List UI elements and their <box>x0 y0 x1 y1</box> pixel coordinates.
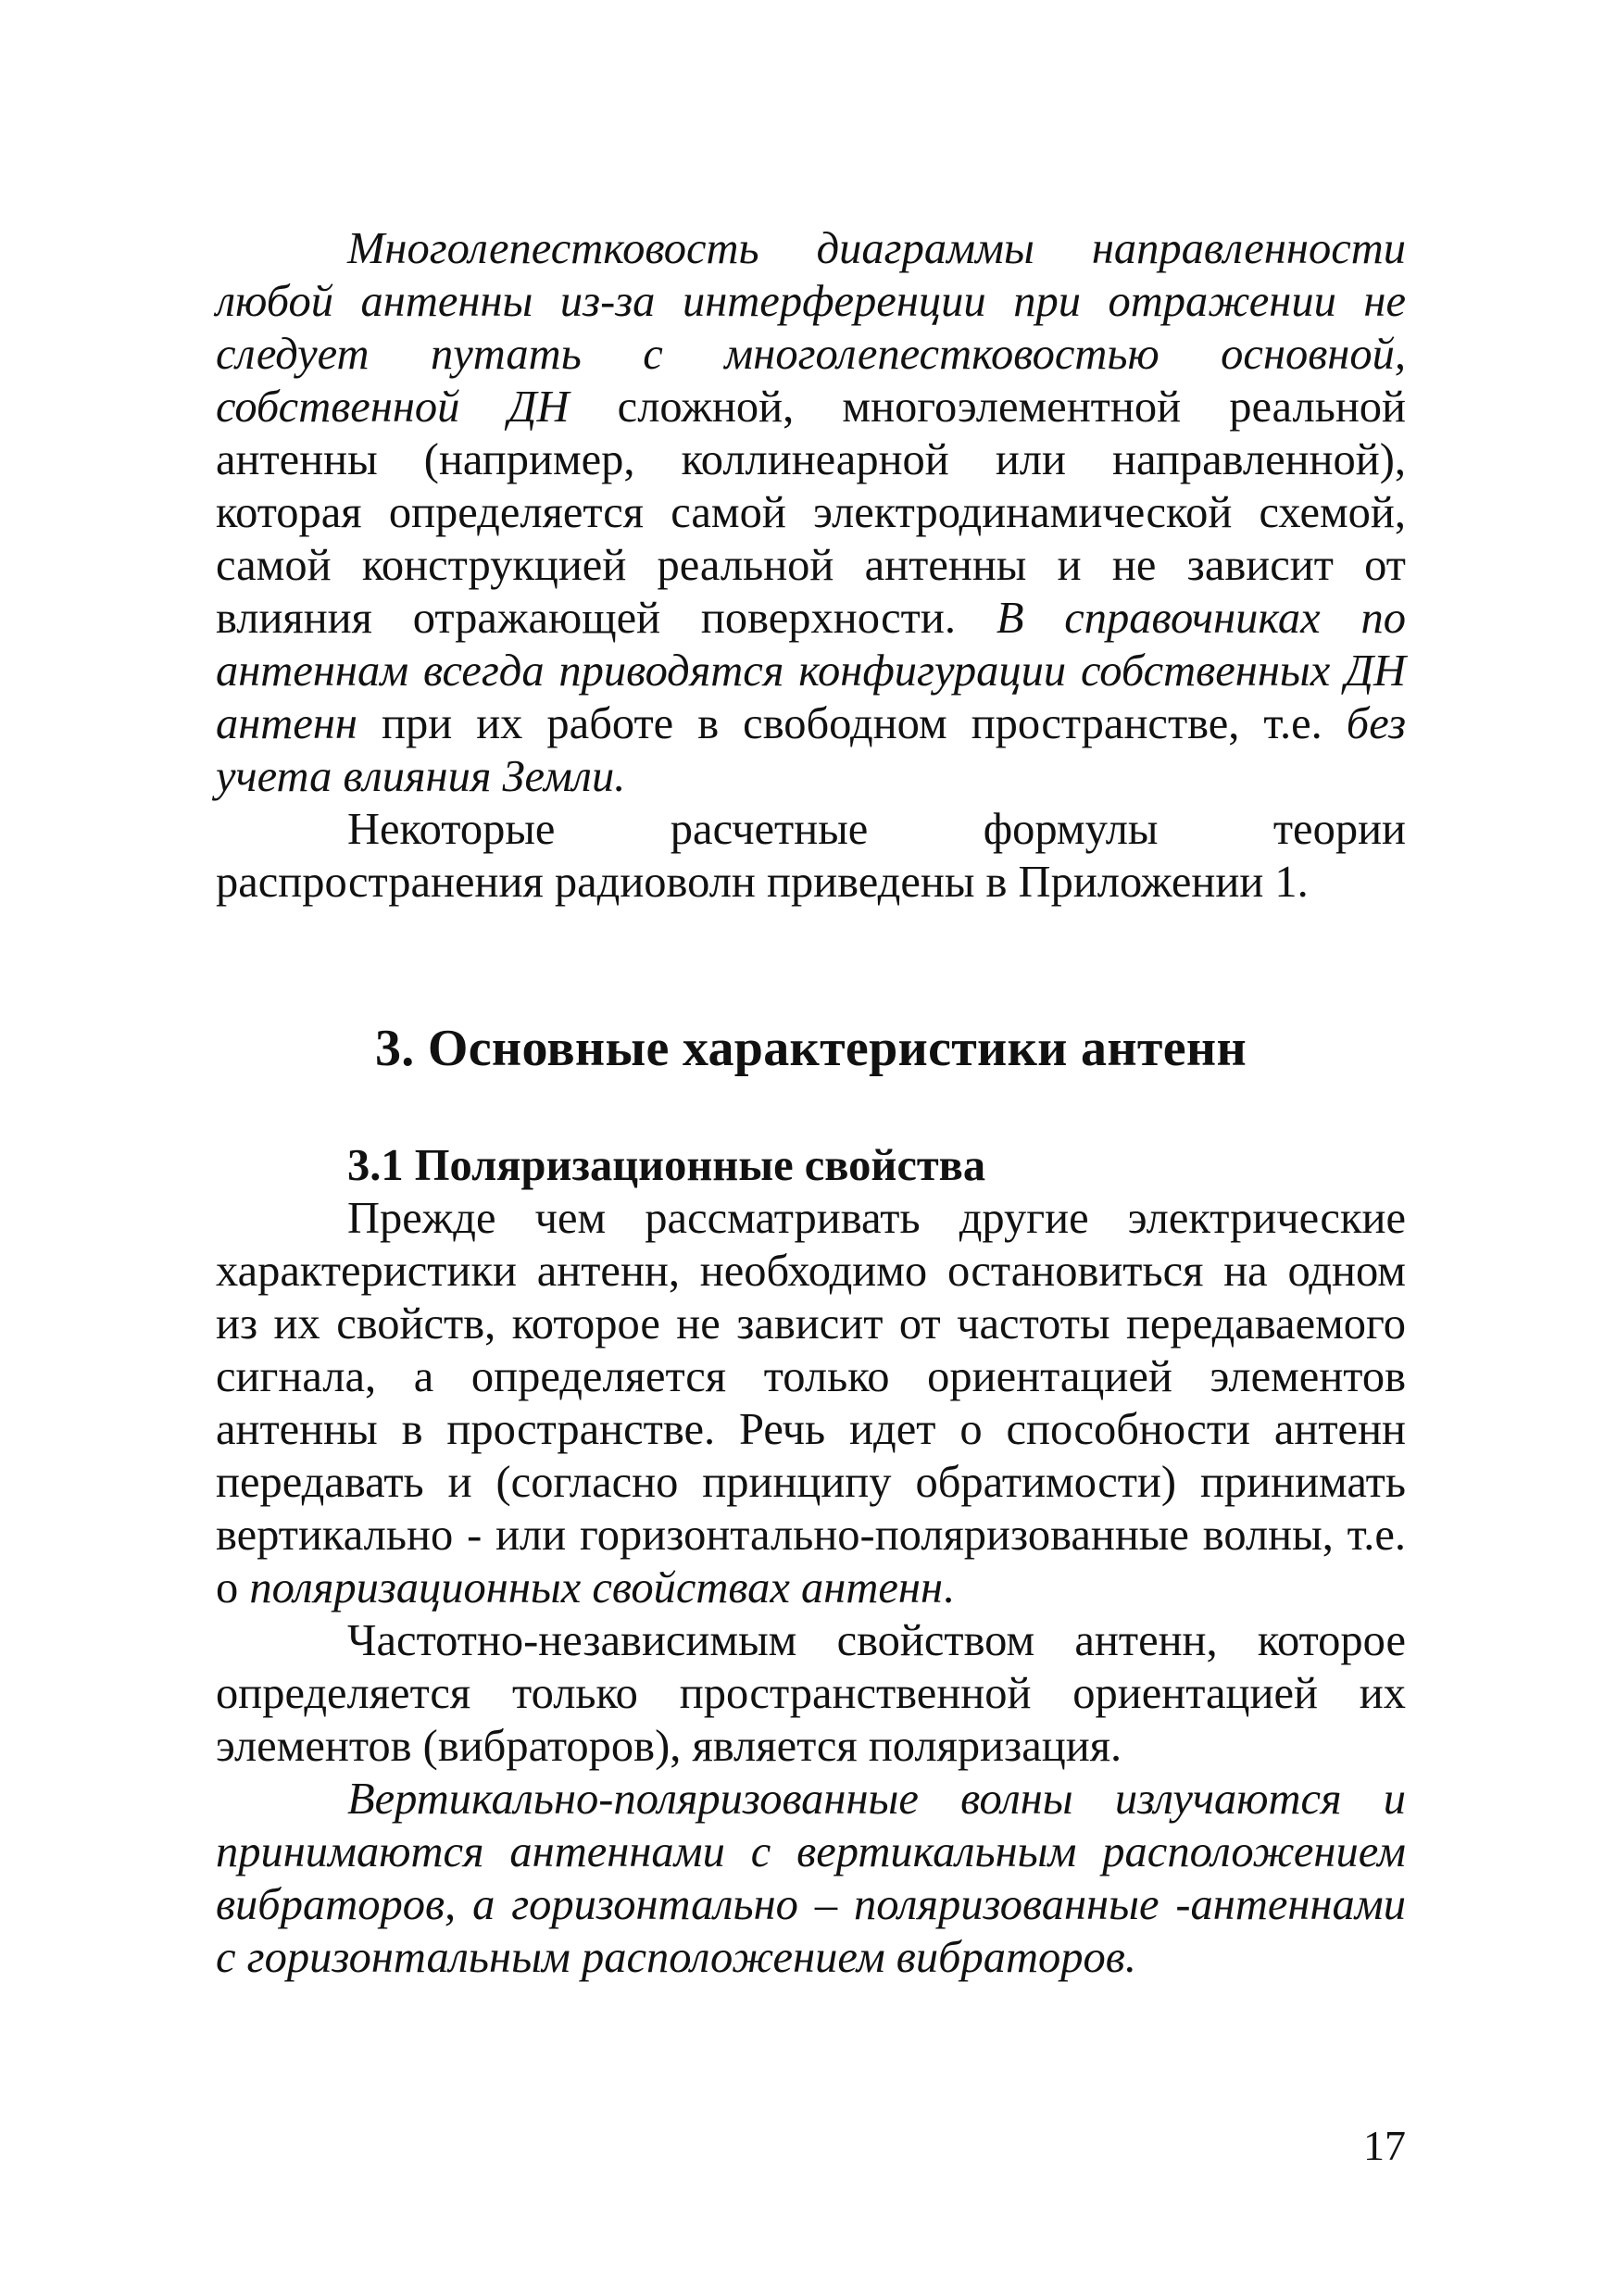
paragraph-polarization-intro <box>216 1192 1406 1614</box>
text-span: сложной, многоэлементной реальной антенны (например, коллинеарной или направленной), которая определяется самой электродинамической схемой, самой конструкцией реальной антенны и не зависит от влияния отражающей поверхности. <box>216 383 1406 643</box>
paragraph-polarization-types <box>216 1773 1406 1984</box>
paragraph-multilobe <box>216 222 1406 803</box>
italic-span: В справочниках по антеннам всегда приводятся конфигурации собственных ДН антенн <box>216 594 1407 748</box>
intro-text-block <box>216 222 1406 909</box>
paragraph-frequency-independent: Частотно-независимым свойством антенн, которое определяется только пространственной ориентацией их элементов (вибраторов), является поляризация. <box>216 1616 1406 1771</box>
text-span: Прежде чем рассматривать другие электрические характеристики антенн, необходимо остановиться на одном из их свойств, которое не зависит от частоты передаваемого сигнала, а определяется только ориентацией элементов антенны в пространстве. Речь идет о способности антенн передавать и (согласно принципу обратимости) принимать вертикально - или горизонтально-поляризованные волны, т.е. о <box>216 1194 1406 1612</box>
italic-span: поляризационных свойствах антенн <box>249 1563 943 1612</box>
section-body-text-block <box>216 1192 1406 1984</box>
italic-span: без учета влияния Земли. <box>216 699 1406 801</box>
subsection-heading: 3.1 Поляризационные свойства <box>347 1141 986 1190</box>
page-number: 17 <box>1363 2122 1406 2169</box>
section-heading: 3. Основные характеристики антенн <box>374 1020 1247 1077</box>
italic-span: Многолепестковость диаграммы направленности любой антенны из-за интерференции при отражении не следует путать с многолепестковостью основной, собственной ДН <box>216 224 1406 432</box>
text-span: при их работе в свободном пространстве, т.е. <box>357 699 1347 748</box>
paragraph-formulas: Некоторые расчетные формулы теории распространения радиоволн приведены в Приложении 1. <box>216 805 1406 907</box>
text-span: . <box>943 1563 955 1612</box>
italic-span: Вертикально-поляризованные волны излучаются и принимаются антеннами с вертикальным расположением вибраторов, а горизонтально – поляризованные -антеннами с горизонтальным расположением вибраторов. <box>216 1775 1406 1982</box>
